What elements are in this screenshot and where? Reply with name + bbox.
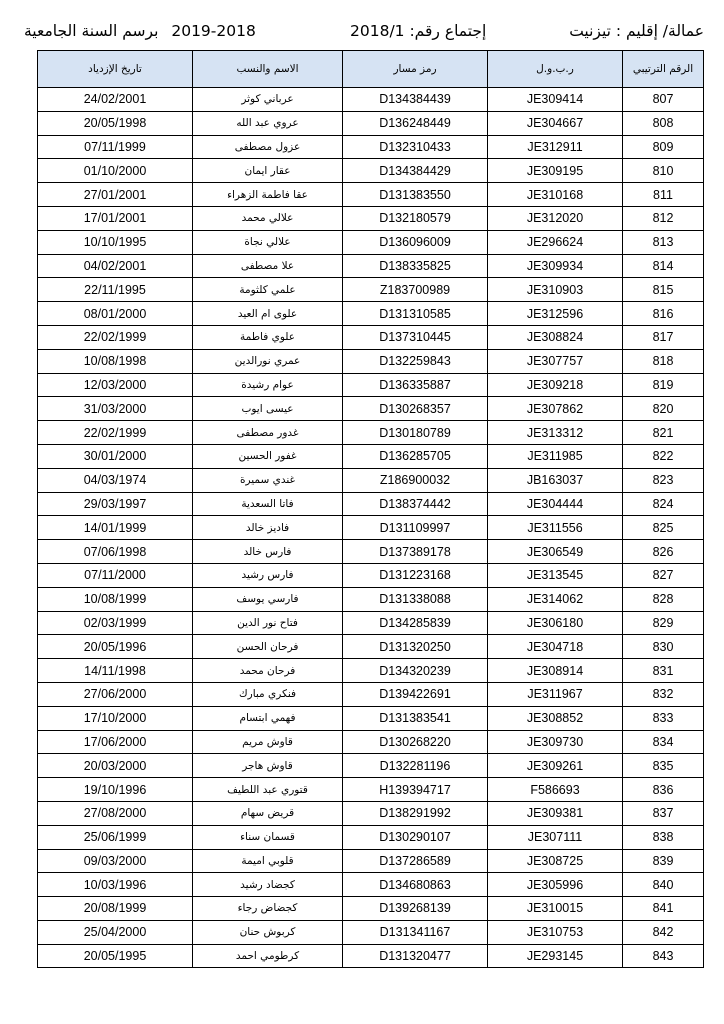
- cell-name: عقار ايمان: [193, 159, 343, 183]
- cell-massar: D131320250: [343, 635, 488, 659]
- cell-birthdate: 17/06/2000: [38, 730, 193, 754]
- cell-birthdate: 08/01/2000: [38, 302, 193, 326]
- cell-cin: JE309261: [488, 754, 623, 778]
- table-row: [38, 778, 704, 802]
- cell-cin: JE312596: [488, 302, 623, 326]
- cell-order: 807: [623, 88, 704, 112]
- cell-massar: H139394717: [343, 778, 488, 802]
- cell-cin: JE309414: [488, 88, 623, 112]
- cell-name: كجضاض رجاء: [193, 897, 343, 921]
- cell-cin: JE308914: [488, 659, 623, 683]
- cell-order: 812: [623, 206, 704, 230]
- cell-birthdate: 14/11/1998: [38, 659, 193, 683]
- cell-order: 828: [623, 587, 704, 611]
- cell-name: غندي سميرة: [193, 468, 343, 492]
- table-row: [38, 254, 704, 278]
- cell-name: فتاح نور الدين: [193, 611, 343, 635]
- table-row: [38, 468, 704, 492]
- cell-cin: JE309730: [488, 730, 623, 754]
- cell-name: فاتا السعدية: [193, 492, 343, 516]
- cell-birthdate: 01/10/2000: [38, 159, 193, 183]
- cell-birthdate: 17/10/2000: [38, 706, 193, 730]
- page-header: [24, 22, 704, 44]
- cell-order: 840: [623, 873, 704, 897]
- cell-name: عيسى ايوب: [193, 397, 343, 421]
- cell-name: علوي فاطمة: [193, 325, 343, 349]
- table-header-row: [38, 51, 704, 88]
- cell-name: عمري نورالدين: [193, 349, 343, 373]
- cell-cin: JE304718: [488, 635, 623, 659]
- cell-birthdate: 14/01/1999: [38, 516, 193, 540]
- table-row: [38, 373, 704, 397]
- cell-birthdate: 24/02/2001: [38, 88, 193, 112]
- cell-birthdate: 20/08/1999: [38, 897, 193, 921]
- cell-cin: JE306549: [488, 540, 623, 564]
- year-label: برسم السنة الجامعية: [24, 22, 159, 40]
- cell-name: عقا فاطمة الزهراء: [193, 183, 343, 207]
- table-row: [38, 587, 704, 611]
- cell-birthdate: 22/02/1999: [38, 421, 193, 445]
- table-row: [38, 849, 704, 873]
- cell-birthdate: 04/02/2001: [38, 254, 193, 278]
- cell-order: 823: [623, 468, 704, 492]
- cell-name: علوى ام العيد: [193, 302, 343, 326]
- cell-order: 826: [623, 540, 704, 564]
- cell-cin: JE309381: [488, 801, 623, 825]
- col-name: الاسم والنسب: [193, 51, 343, 88]
- cell-massar: D138291992: [343, 801, 488, 825]
- cell-order: 835: [623, 754, 704, 778]
- table-row: [38, 302, 704, 326]
- table-row: [38, 873, 704, 897]
- cell-name: فاديز خالد: [193, 516, 343, 540]
- cell-name: فهمي ابتسام: [193, 706, 343, 730]
- cell-birthdate: 27/06/2000: [38, 682, 193, 706]
- cell-order: 834: [623, 730, 704, 754]
- cell-order: 816: [623, 302, 704, 326]
- cell-massar: D134320239: [343, 659, 488, 683]
- cell-cin: JE304444: [488, 492, 623, 516]
- cell-birthdate: 20/05/1996: [38, 635, 193, 659]
- cell-order: 827: [623, 563, 704, 587]
- cell-name: فرحان محمد: [193, 659, 343, 683]
- cell-order: 830: [623, 635, 704, 659]
- table-row: [38, 325, 704, 349]
- cell-order: 818: [623, 349, 704, 373]
- cell-birthdate: 10/10/1995: [38, 230, 193, 254]
- cell-order: 819: [623, 373, 704, 397]
- cell-cin: JE309934: [488, 254, 623, 278]
- cell-order: 815: [623, 278, 704, 302]
- cell-cin: JE310753: [488, 920, 623, 944]
- table-row: [38, 825, 704, 849]
- cell-name: فنكري مبارك: [193, 682, 343, 706]
- table-row: [38, 135, 704, 159]
- cell-massar: D139268139: [343, 897, 488, 921]
- cell-order: 814: [623, 254, 704, 278]
- cell-order: 832: [623, 682, 704, 706]
- cell-cin: JE313312: [488, 421, 623, 445]
- cell-massar: D136285705: [343, 444, 488, 468]
- table-row: [38, 897, 704, 921]
- cell-massar: D134384439: [343, 88, 488, 112]
- cell-birthdate: 10/08/1998: [38, 349, 193, 373]
- cell-cin: JE309218: [488, 373, 623, 397]
- cell-massar: D130268220: [343, 730, 488, 754]
- cell-massar: D137310445: [343, 325, 488, 349]
- cell-order: 833: [623, 706, 704, 730]
- table-row: [38, 88, 704, 112]
- table-row: [38, 540, 704, 564]
- cell-birthdate: 17/01/2001: [38, 206, 193, 230]
- cell-name: غدور مصطفى: [193, 421, 343, 445]
- table-row: [38, 920, 704, 944]
- cell-massar: D134384429: [343, 159, 488, 183]
- cell-massar: D131320477: [343, 944, 488, 968]
- cell-name: علمي كلثومة: [193, 278, 343, 302]
- cell-cin: JE311967: [488, 682, 623, 706]
- cell-birthdate: 02/03/1999: [38, 611, 193, 635]
- cell-name: فارس خالد: [193, 540, 343, 564]
- academic-year: [24, 22, 256, 40]
- cell-name: قلوبي اميمة: [193, 849, 343, 873]
- students-table: [37, 50, 704, 968]
- cell-name: علالي نجاة: [193, 230, 343, 254]
- cell-birthdate: 19/10/1996: [38, 778, 193, 802]
- cell-massar: D131383541: [343, 706, 488, 730]
- table-row: [38, 278, 704, 302]
- cell-massar: D131383550: [343, 183, 488, 207]
- table-row: [38, 659, 704, 683]
- cell-birthdate: 12/03/2000: [38, 373, 193, 397]
- cell-massar: D134680863: [343, 873, 488, 897]
- cell-massar: D136335887: [343, 373, 488, 397]
- cell-name: عزول مصطفى: [193, 135, 343, 159]
- table-row: [38, 421, 704, 445]
- cell-cin: JE307862: [488, 397, 623, 421]
- table-row: [38, 635, 704, 659]
- table-row: [38, 397, 704, 421]
- cell-birthdate: 20/03/2000: [38, 754, 193, 778]
- cell-cin: JE296624: [488, 230, 623, 254]
- cell-cin: JE304667: [488, 111, 623, 135]
- cell-massar: D131338088: [343, 587, 488, 611]
- cell-order: 813: [623, 230, 704, 254]
- cell-order: 841: [623, 897, 704, 921]
- cell-name: قتوري عبد اللطيف: [193, 778, 343, 802]
- table-row: [38, 349, 704, 373]
- table-row: [38, 563, 704, 587]
- table-row: [38, 944, 704, 968]
- cell-massar: D131310585: [343, 302, 488, 326]
- cell-cin: JE310903: [488, 278, 623, 302]
- cell-name: علالي محمد: [193, 206, 343, 230]
- cell-massar: D136096009: [343, 230, 488, 254]
- cell-order: 808: [623, 111, 704, 135]
- cell-cin: JE307111: [488, 825, 623, 849]
- cell-name: كرطومي احمد: [193, 944, 343, 968]
- meeting-number: إجتماع رقم: 2018/1: [350, 22, 487, 40]
- cell-order: 821: [623, 421, 704, 445]
- cell-order: 842: [623, 920, 704, 944]
- cell-name: قسمان سناء: [193, 825, 343, 849]
- cell-cin: JE306180: [488, 611, 623, 635]
- cell-order: 817: [623, 325, 704, 349]
- table-row: [38, 611, 704, 635]
- cell-massar: Z186900032: [343, 468, 488, 492]
- cell-cin: JE308824: [488, 325, 623, 349]
- cell-massar: D130290107: [343, 825, 488, 849]
- table-row: [38, 706, 704, 730]
- cell-massar: D131341167: [343, 920, 488, 944]
- cell-name: عوام رشيدة: [193, 373, 343, 397]
- cell-birthdate: 20/05/1995: [38, 944, 193, 968]
- cell-cin: JE305996: [488, 873, 623, 897]
- table-row: [38, 444, 704, 468]
- cell-order: 829: [623, 611, 704, 635]
- cell-massar: Z183700989: [343, 278, 488, 302]
- cell-order: 837: [623, 801, 704, 825]
- cell-massar: D130180789: [343, 421, 488, 445]
- col-cin: ر.ب.و.ل: [488, 51, 623, 88]
- cell-cin: JE312911: [488, 135, 623, 159]
- cell-order: 831: [623, 659, 704, 683]
- cell-massar: D138335825: [343, 254, 488, 278]
- table-row: [38, 230, 704, 254]
- cell-massar: D132310433: [343, 135, 488, 159]
- cell-order: 824: [623, 492, 704, 516]
- cell-massar: D131109997: [343, 516, 488, 540]
- cell-order: 825: [623, 516, 704, 540]
- table-row: [38, 516, 704, 540]
- cell-cin: JB163037: [488, 468, 623, 492]
- cell-birthdate: 10/08/1999: [38, 587, 193, 611]
- cell-name: غفور الحسين: [193, 444, 343, 468]
- cell-birthdate: 27/08/2000: [38, 801, 193, 825]
- col-birthdate: تاريخ الإزدياد: [38, 51, 193, 88]
- cell-order: 820: [623, 397, 704, 421]
- table-row: [38, 730, 704, 754]
- cell-massar: D131223168: [343, 563, 488, 587]
- cell-cin: JE307757: [488, 349, 623, 373]
- cell-massar: D134285839: [343, 611, 488, 635]
- cell-birthdate: 25/04/2000: [38, 920, 193, 944]
- cell-cin: JE312020: [488, 206, 623, 230]
- cell-birthdate: 25/06/1999: [38, 825, 193, 849]
- table-row: [38, 801, 704, 825]
- cell-order: 843: [623, 944, 704, 968]
- cell-birthdate: 07/11/2000: [38, 563, 193, 587]
- cell-name: كربوش حنان: [193, 920, 343, 944]
- cell-birthdate: 09/03/2000: [38, 849, 193, 873]
- cell-cin: JE310015: [488, 897, 623, 921]
- cell-birthdate: 07/11/1999: [38, 135, 193, 159]
- cell-cin: JE309195: [488, 159, 623, 183]
- region-label: عمالة/ إقليم : تيزنيت: [569, 22, 704, 40]
- cell-order: 811: [623, 183, 704, 207]
- cell-name: فارس رشيد: [193, 563, 343, 587]
- cell-order: 839: [623, 849, 704, 873]
- cell-birthdate: 31/03/2000: [38, 397, 193, 421]
- cell-massar: D137286589: [343, 849, 488, 873]
- cell-name: فرحان الحسن: [193, 635, 343, 659]
- cell-birthdate: 29/03/1997: [38, 492, 193, 516]
- cell-name: عروي عبد الله: [193, 111, 343, 135]
- cell-name: قاوش مريم: [193, 730, 343, 754]
- table-row: [38, 206, 704, 230]
- cell-name: علا مصطفى: [193, 254, 343, 278]
- cell-cin: JE308725: [488, 849, 623, 873]
- cell-birthdate: 22/11/1995: [38, 278, 193, 302]
- table-body: [38, 88, 704, 968]
- table-row: [38, 754, 704, 778]
- cell-name: عرباني كوثر: [193, 88, 343, 112]
- cell-massar: D132259843: [343, 349, 488, 373]
- cell-cin: JE311556: [488, 516, 623, 540]
- cell-birthdate: 30/01/2000: [38, 444, 193, 468]
- cell-order: 822: [623, 444, 704, 468]
- cell-cin: JE314062: [488, 587, 623, 611]
- cell-order: 809: [623, 135, 704, 159]
- cell-name: كجضاد رشيد: [193, 873, 343, 897]
- cell-cin: JE311985: [488, 444, 623, 468]
- cell-name: قريض سهام: [193, 801, 343, 825]
- cell-name: فارسي يوسف: [193, 587, 343, 611]
- cell-birthdate: 04/03/1974: [38, 468, 193, 492]
- col-massar: رمز مسار: [343, 51, 488, 88]
- cell-massar: D132281196: [343, 754, 488, 778]
- table-row: [38, 111, 704, 135]
- cell-name: قاوش هاجر: [193, 754, 343, 778]
- table-row: [38, 183, 704, 207]
- col-order: الرقم الترتيبي: [623, 51, 704, 88]
- year-value: 2019-2018: [171, 22, 256, 40]
- cell-massar: D138374442: [343, 492, 488, 516]
- cell-massar: D130268357: [343, 397, 488, 421]
- cell-cin: JE310168: [488, 183, 623, 207]
- cell-cin: F586693: [488, 778, 623, 802]
- cell-birthdate: 07/06/1998: [38, 540, 193, 564]
- cell-massar: D136248449: [343, 111, 488, 135]
- table-row: [38, 492, 704, 516]
- cell-birthdate: 10/03/1996: [38, 873, 193, 897]
- cell-cin: JE308852: [488, 706, 623, 730]
- cell-cin: JE313545: [488, 563, 623, 587]
- cell-massar: D132180579: [343, 206, 488, 230]
- cell-massar: D137389178: [343, 540, 488, 564]
- cell-order: 810: [623, 159, 704, 183]
- table-row: [38, 682, 704, 706]
- cell-massar: D139422691: [343, 682, 488, 706]
- cell-cin: JE293145: [488, 944, 623, 968]
- cell-birthdate: 20/05/1998: [38, 111, 193, 135]
- cell-order: 836: [623, 778, 704, 802]
- cell-birthdate: 27/01/2001: [38, 183, 193, 207]
- cell-order: 838: [623, 825, 704, 849]
- cell-birthdate: 22/02/1999: [38, 325, 193, 349]
- table-row: [38, 159, 704, 183]
